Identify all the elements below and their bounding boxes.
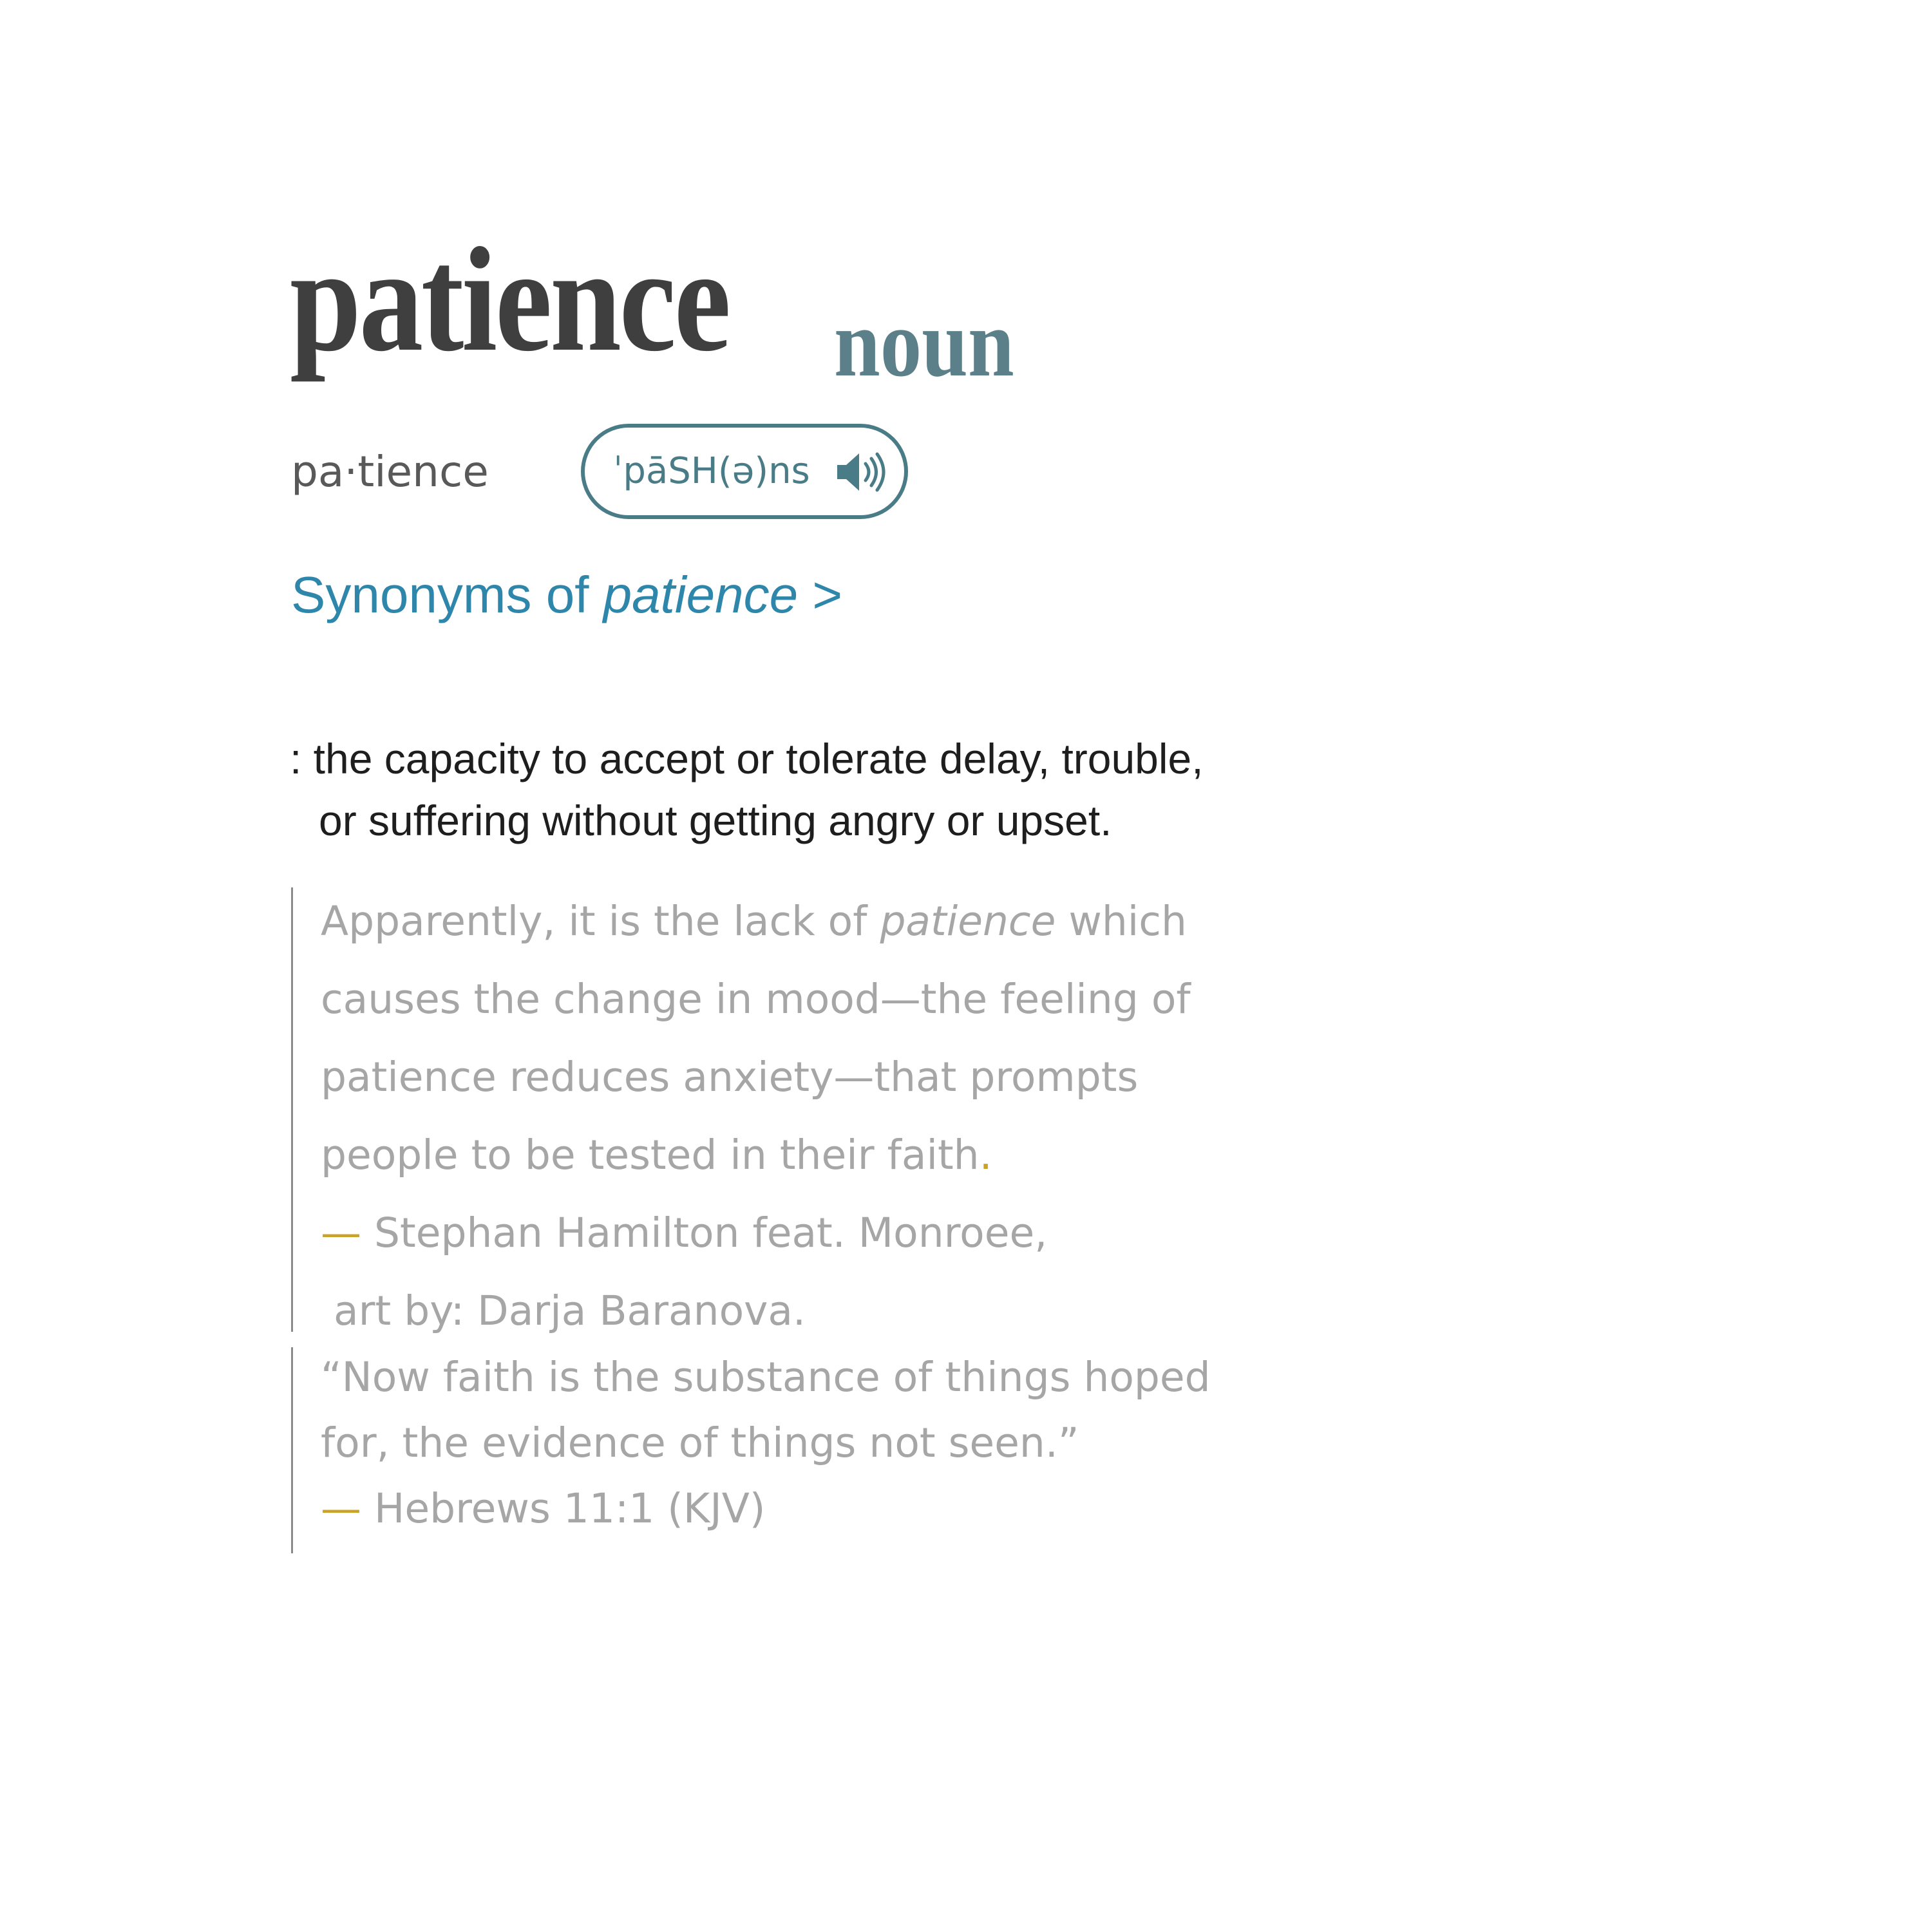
quote-line: “Now faith is the substance of things hoped: [321, 1354, 1211, 1401]
quote-emphasis: patience: [880, 898, 1056, 945]
quote-line: for, the evidence of things not seen.”: [321, 1419, 1079, 1466]
definition-line: : the capacity to accept or tolerate delay, trouble,: [290, 735, 1204, 782]
speaker-icon: [836, 451, 889, 493]
synonyms-link-prefix: Synonyms of: [291, 566, 603, 623]
quote-divider: [291, 887, 293, 1332]
definition-line: or suffering without getting angry or upset.: [319, 797, 1112, 844]
quote-divider: [291, 1347, 293, 1553]
quote-attribution: — Stephan Hamilton feat. Monroee,: [321, 1209, 1048, 1256]
headword-block: [290, 217, 1014, 397]
art-credit: art by: Darja Baranova.: [334, 1287, 806, 1334]
synonyms-link[interactable]: [291, 565, 842, 625]
example-quote: [321, 882, 1191, 1350]
quote-line: patience reduces anxiety—that prompts: [321, 1054, 1139, 1101]
quote-attribution: — Hebrews 11:1 (KJV): [321, 1485, 766, 1532]
part-of-speech: noun: [834, 290, 1014, 397]
definition: [290, 728, 1385, 851]
synonyms-link-word: patience: [603, 566, 799, 623]
synonyms-link-chevron: >: [798, 566, 843, 623]
quote-line: causes the change in mood—the feeling of: [321, 976, 1191, 1023]
pronunciation-audio-button[interactable]: [581, 424, 908, 519]
headword: patience: [290, 217, 729, 383]
pronunciation-text: ˈpāSH(ə)ns: [613, 450, 810, 492]
syllable-breakdown: pa·tience: [291, 447, 489, 497]
quote-line: people to be tested in their faith.: [321, 1132, 992, 1179]
scripture-quote: [321, 1345, 1211, 1542]
quote-line: Apparently, it is the lack of patience which: [321, 898, 1187, 945]
